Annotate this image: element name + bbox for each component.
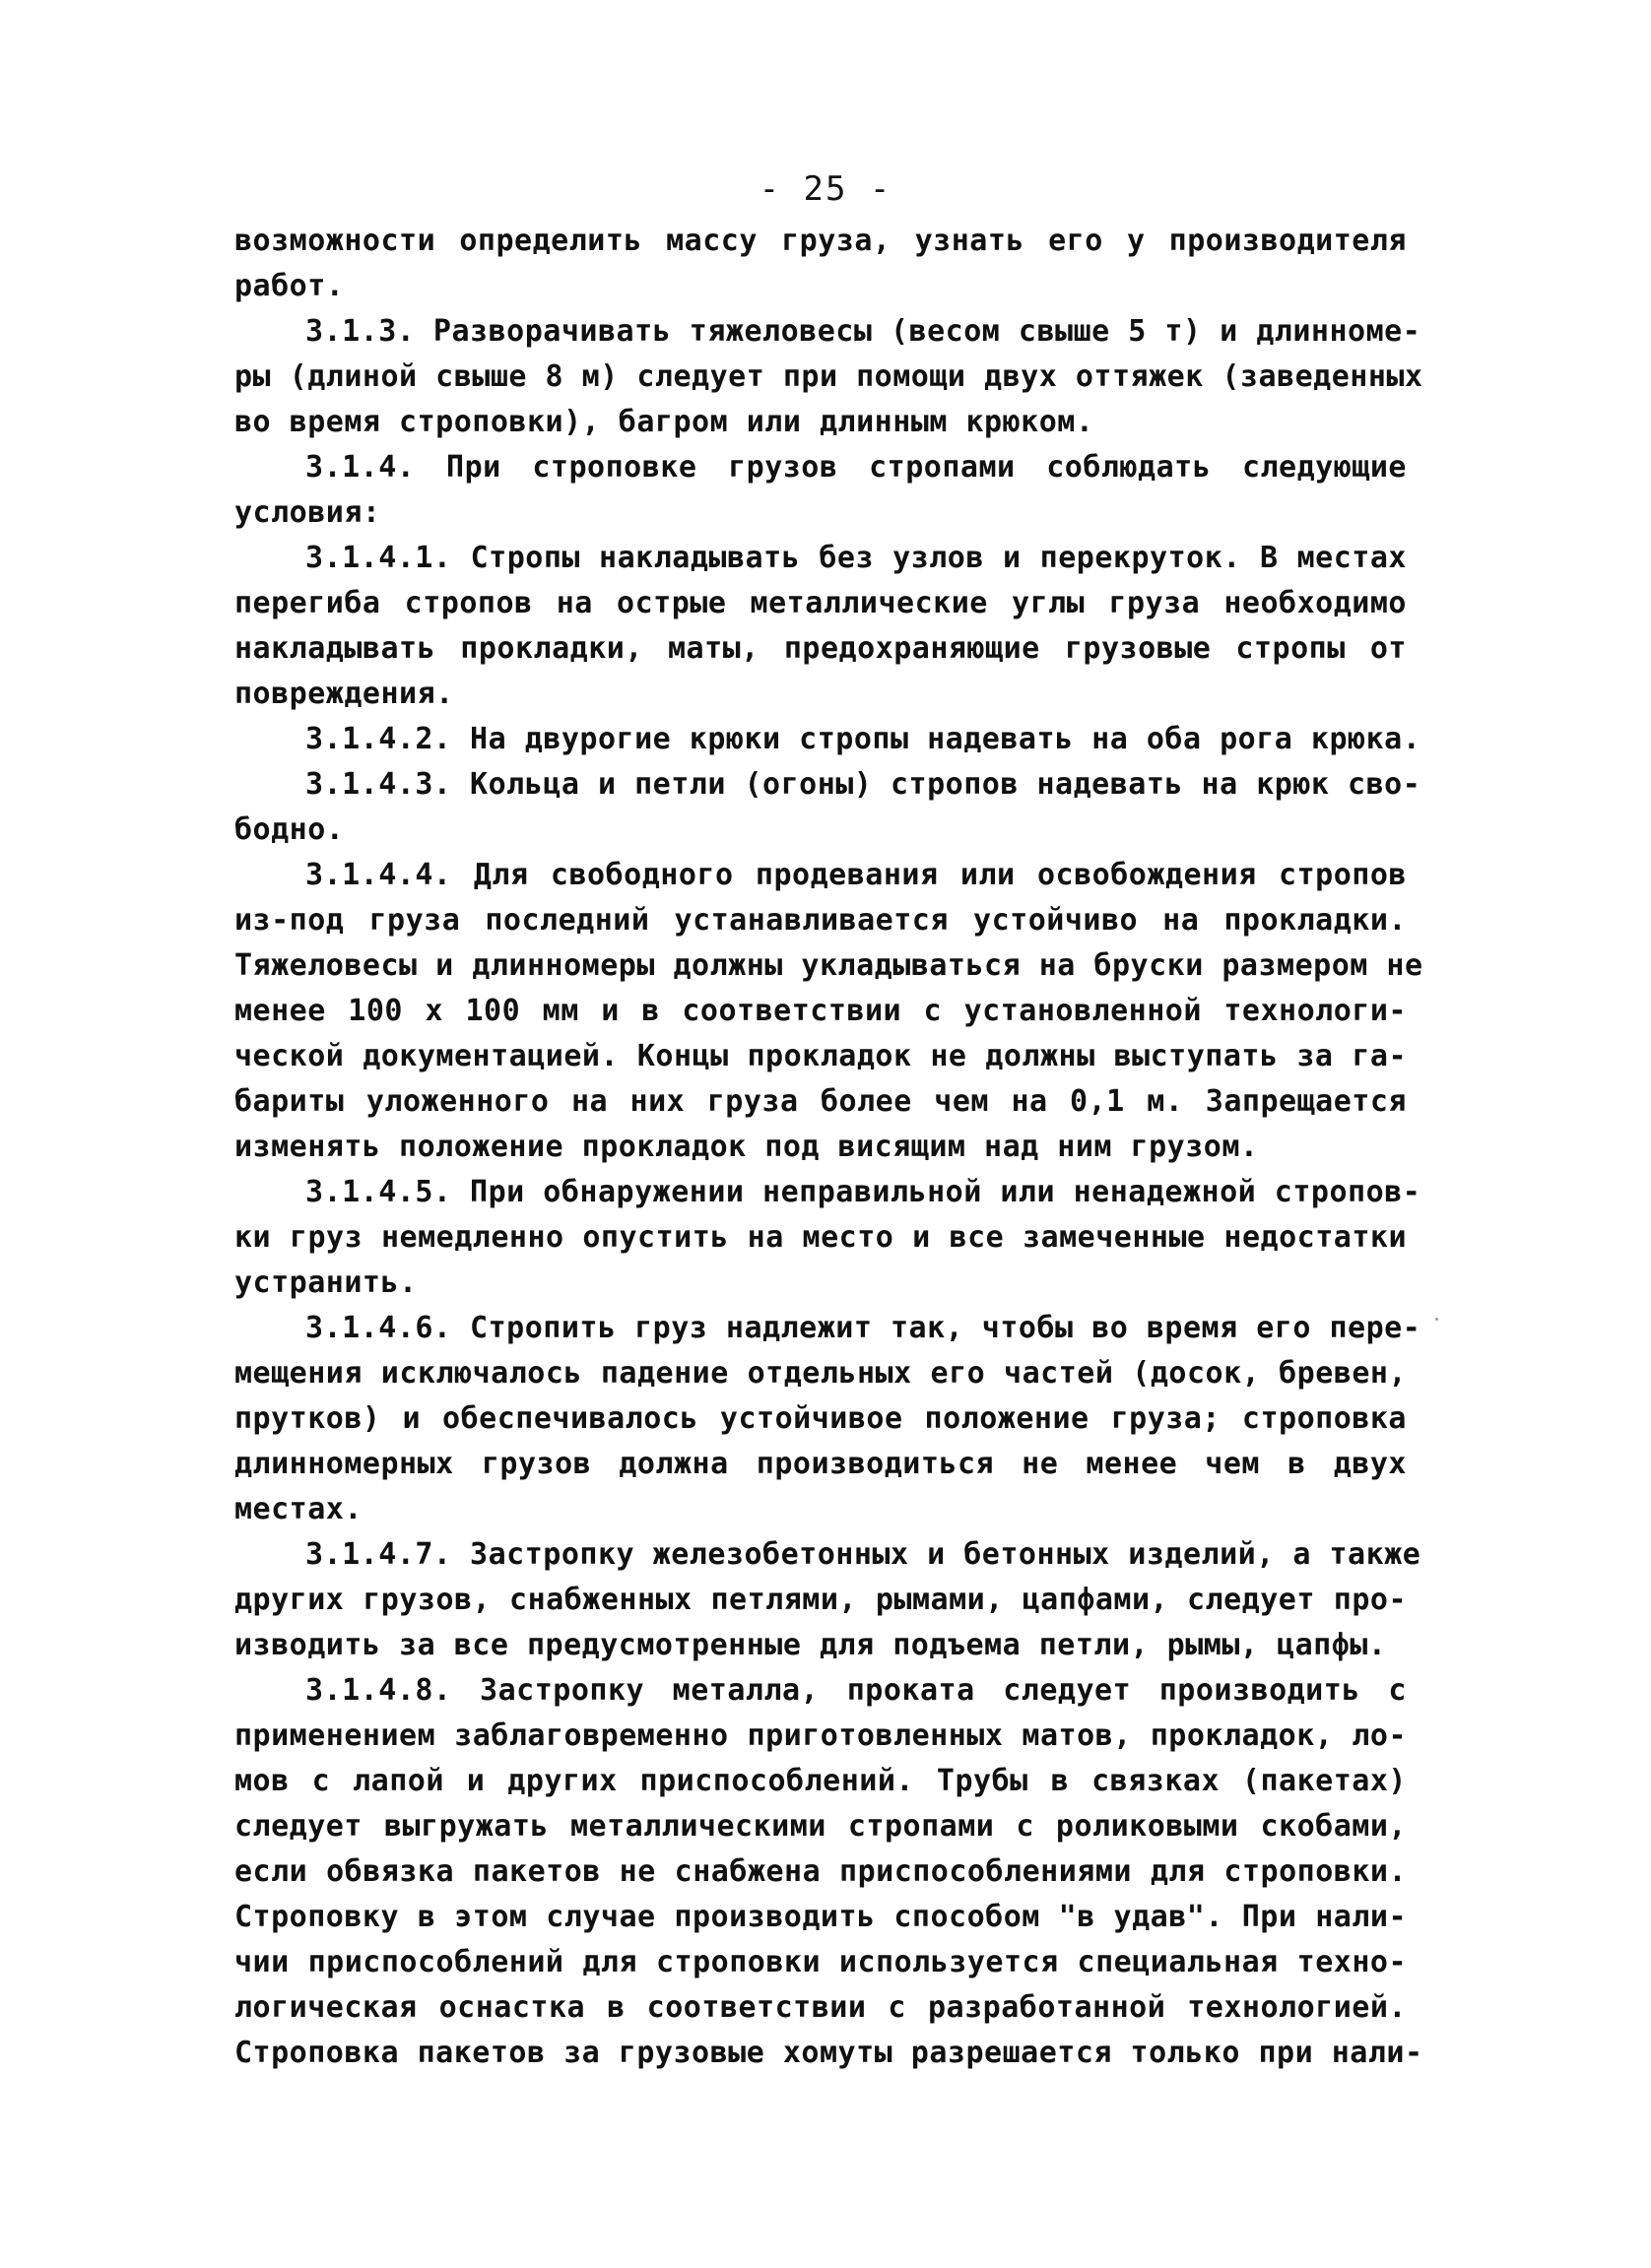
- text-line: условия:: [234, 495, 381, 530]
- text-line: ры (длиной свыше 8 м) следует при помощи двух оттяжек (заведенных: [234, 359, 1423, 394]
- text-line: Строповку в этом случае производить способом "в удав". При нали-: [234, 1900, 1407, 1934]
- text-line: возможности определить массу груза, узнать его у производителя: [234, 224, 1407, 258]
- text-line: чии приспособлений для строповки используется специальная техно-: [234, 1945, 1407, 1979]
- body-text: [234, 219, 1423, 2076]
- page-number: - 25 -: [759, 169, 892, 209]
- text-line: мов с лапой и других приспособлений. Трубы в связках (пакетах): [234, 1764, 1407, 1798]
- text-line: 3.1.4.3. Кольца и петли (огоны) стропов надевать на крюк сво-: [305, 767, 1421, 802]
- text-line: перегиба стропов на острые металлические углы груза необходимо: [234, 586, 1407, 620]
- text-line: 3.1.4.2. На двурогие крюки стропы надевать на оба рога крюка.: [305, 722, 1421, 756]
- text-line: 3.1.4.4. Для свободного продевания или освобождения стропов: [305, 858, 1407, 892]
- text-line: ки груз немедленно опустить на место и все замеченные недостатки: [234, 1220, 1407, 1255]
- text-line: во время строповки), багром или длинным крюком.: [234, 405, 1094, 439]
- text-line: 3.1.4.8. Застропку металла, проката следует производить с: [305, 1673, 1407, 1708]
- text-line: Строповка пакетов за грузовые хомуты разрешается только при нали-: [234, 2036, 1423, 2070]
- text-line: применением заблаговременно приготовленных матов, прокладок, ло-: [234, 1718, 1407, 1753]
- text-line: 3.1.4.1. Стропы накладывать без узлов и перекруток. В местах: [305, 541, 1407, 575]
- text-line: мещения исключалось падение отдельных его частей (досок, бревен,: [234, 1356, 1407, 1391]
- text-line: прутков) и обеспечивалось устойчивое положение груза; строповка: [234, 1401, 1407, 1436]
- text-line: изводить за все предусмотренные для подъема петли, рымы, цапфы.: [234, 1628, 1387, 1662]
- text-line: изменять положение прокладок под висящим над ним грузом.: [234, 1130, 1259, 1164]
- text-line: 3.1.4.5. При обнаружении неправильной или ненадежной стропов-: [305, 1175, 1421, 1209]
- text-line: бариты уложенного на них груза более чем на 0,1 м. Запрещается: [234, 1084, 1407, 1119]
- text-line: бодно.: [234, 812, 345, 847]
- text-line: других грузов, снабженных петлями, рымами, цапфами, следует про-: [234, 1583, 1407, 1617]
- text-line: из-под груза последний устанавливается устойчиво на прокладки.: [234, 903, 1407, 938]
- text-line: менее 100 х 100 мм и в соответствии с установленной технологи-: [234, 994, 1407, 1028]
- text-line: 3.1.4. При строповке грузов стропами соблюдать следующие: [305, 450, 1407, 485]
- text-line: 3.1.4.6. Стропить груз надлежит так, чтобы во время его пере-: [305, 1311, 1421, 1345]
- text-line: местах.: [234, 1492, 363, 1526]
- text-line: если обвязка пакетов не снабжена приспособлениями для строповки.: [234, 1854, 1407, 1889]
- text-line: следует выгружать металлическими стропами с роликовыми скобами,: [234, 1809, 1407, 1844]
- text-line: длинномерных грузов должна производиться не менее чем в двух: [234, 1447, 1407, 1481]
- text-line: накладывать прокладки, маты, предохраняющие грузовые стропы от: [234, 631, 1407, 666]
- text-line: логическая оснастка в соответствии с разработанной технологией.: [234, 1990, 1407, 2025]
- text-line: устранить.: [234, 1265, 418, 1300]
- text-line: 3.1.3. Разворачивать тяжеловесы (весом свыше 5 т) и длинноме-: [305, 314, 1421, 349]
- text-line: ческой документацией. Концы прокладок не должны выступать за га-: [234, 1039, 1407, 1073]
- text-line: работ.: [234, 269, 345, 303]
- text-line: повреждения.: [234, 677, 454, 711]
- scan-speck: [1435, 1318, 1438, 1321]
- text-line: Тяжеловесы и длинномеры должны укладываться на бруски размером не: [234, 948, 1423, 983]
- text-line: 3.1.4.7. Застропку железобетонных и бетонных изделий, а также: [305, 1537, 1421, 1572]
